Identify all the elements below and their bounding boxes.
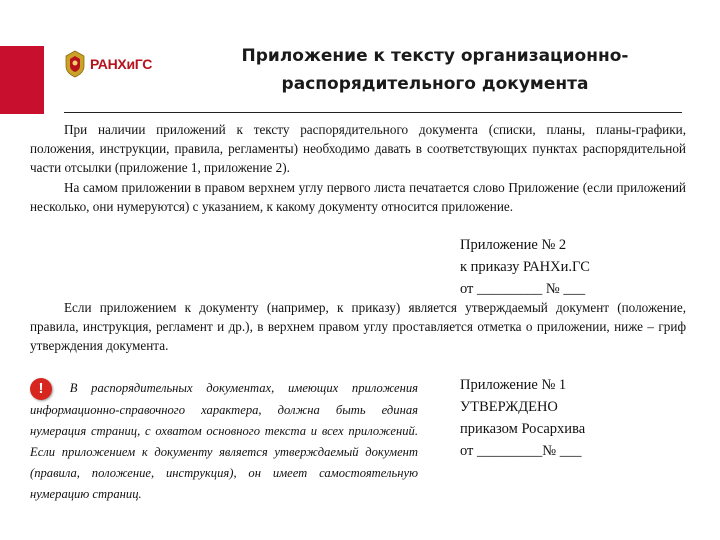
ranepa-logo	[64, 50, 152, 78]
approval-stamp-line-3: приказом Росархива	[460, 421, 586, 437]
appendix-mark-2-line-1: Приложение № 2	[460, 237, 567, 253]
paragraph-2-text: На самом приложении в правом верхнем углу первого листа печатается слово Приложение (если приложений несколько, они нумеруются) с указанием, к какому документу относится приложение.	[30, 180, 686, 214]
paragraph-1	[30, 120, 686, 177]
warning-icon: !	[30, 378, 52, 400]
approval-stamp-line-1: Приложение № 1	[460, 377, 567, 393]
warning-note	[30, 378, 418, 505]
page-title: Приложение к тексту организационно-распорядительного документа	[241, 46, 629, 94]
emblem-icon	[64, 50, 86, 78]
paragraph-3-text: Если приложением к документу (например, к приказу) является утверждаемый документ (положение, правила, инструкция, регламент и др.), в верхнем правом углу проставляется отметка о приложении, ниже – гриф утверждения документа.	[30, 300, 686, 353]
warning-note-text: В распорядительных документах, имеющих приложения информационно-справочного характера, должна быть единая нумерация страниц, с охватом основного текста и всех приложений. Если приложением к документу является утверждаемый документ (правила, положение, инструкция), он имеет самостоятельную нумерацию страниц.	[30, 381, 418, 502]
approval-stamp-line-2: УТВЕРЖДЕНО	[460, 399, 558, 415]
appendix-mark-2-line-3: от _________ № ___	[460, 281, 586, 297]
appendix-mark-2	[460, 234, 590, 300]
accent-bar	[0, 46, 44, 114]
paragraph-1-text: При наличии приложений к тексту распорядительного документа (списки, планы, планы-графики, положения, инструкции, правила, регламенты) необходимо давать в соответствующих пунктах распорядительной части отсылки (приложение 1, приложение 2).	[30, 122, 686, 175]
appendix-mark-2-line-2: к приказу РАНХи.ГС	[460, 259, 590, 275]
logo-text: РАНХиГС	[90, 56, 153, 72]
paragraph-2	[30, 178, 686, 216]
approval-stamp	[460, 374, 585, 462]
approval-stamp-line-4: от _________№ ___	[460, 443, 582, 459]
title-divider	[64, 112, 682, 113]
paragraph-3	[30, 298, 686, 355]
